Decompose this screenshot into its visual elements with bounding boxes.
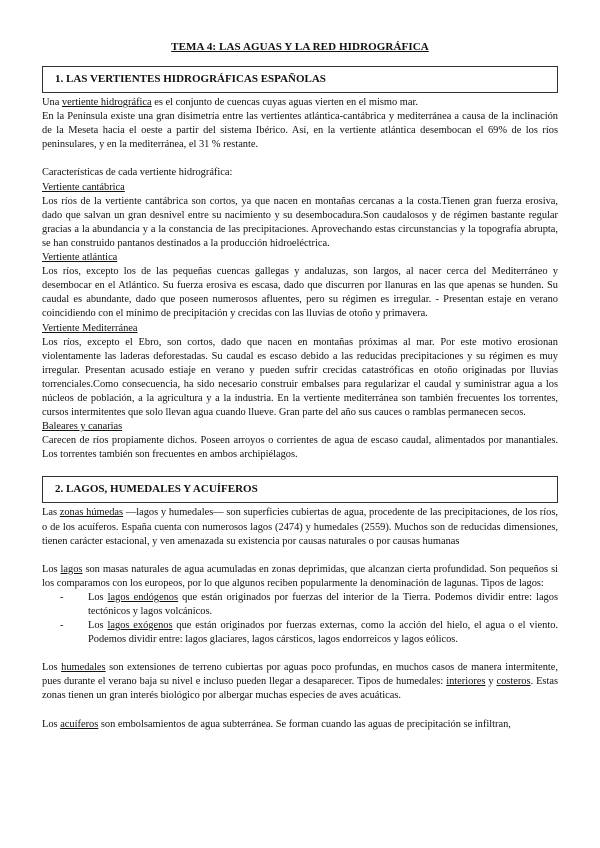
text-fragment: Los [88,620,108,632]
text-fragment: Los [88,591,108,603]
list-item-lagos-endogenos [88,591,558,619]
paragraph-mediterranea: Los ríos, excepto el Ebro, son cortos, dado que nacen en montañas próximas al mar. Por este motivo erosionan violentamente las laderas deforestadas. Su caudal es escaso debido a las reducidas precipitaciones y su régimen es muy irregular. Presentan acusado estiaje en verano y pueden sufrir crecidas catastróficas en otoño originadas por lluvias torrenciales.Como consecuencia, ha sido necesario construir embalses para regularizar el caudal y suministrar agua a los núcleos de población, a la agricultura y a la industria. En la vertiente mediterránea son también frecuentes los torrentes, cursos intermitentes que solo llevan agua cuando llueve. Gran parte del año sus cauces o ramblas permanecen secos. [42,336,558,419]
term-acuiferos: acuíferos [60,718,99,730]
text-fragment: —lagos y humedales— son superficies cubiertas de agua, procedente de las precipitaciones, de los ríos, o de los acuíferos. España cuenta con numerosos lagos (2474) y humedales (2559). Muchos son de reducidas dimensiones, tienen carácter estacional, y ven amenazada su existencia por causas naturales o por causas humanas [42,507,558,547]
section-heading-vertientes: 1. LAS VERTIENTES HIDROGRÁFICAS ESPAÑOLAS [42,66,558,93]
lake-types-list [42,591,558,647]
term-vertiente-hidrografica: vertiente hidrográfica [61,97,152,109]
text-fragment: Los [42,563,61,575]
paragraph-atlantica: Los ríos, excepto los de las pequeñas cuencas gallegas y andaluzas, son largos, al nacer cerca del Mediterráneo y desembocar en el Atlántico. Su fuerza erosiva es escasa, dado que discurren por llanuras en las que apenas se hunden. Su caudal es abundante, dado que poseen numerosos afluentes, pero su régimen es irregular. - Presentan estaje en verano coincidiendo con el mínimo de precipitación y crecidas con las lluvias de otoño y primavera. [42,266,558,320]
paragraph-humedales [42,661,558,703]
paragraph-lagos [42,563,558,591]
document-title: TEMA 4: LAS AGUAS Y LA RED HIDROGRÁFICA [171,41,429,53]
subheading-atlantica: Vertiente atlántica [42,252,118,264]
paragraph-baleares-canarias: Carecen de ríos propiamente dichos. Poseen arroyos o corrientes de agua de escaso caudal, alimentados por manantiales. Los torrentes también son frecuentes en ambos archipiélagos. [42,435,558,461]
text-fragment: Las [42,507,60,519]
subheading-baleares-canarias: Baleares y canarias [42,421,123,433]
text-fragment: y [485,676,497,688]
text-fragment: . Estas zonas tienen un gran interés biológico por albergar muchas especies de aves acuáticas. [42,676,559,702]
definition-vertiente [42,96,558,110]
text-fragment: son extensiones de terreno cubiertas por aguas poco profundas, en muchos casos de manera intermitente, pues durante el verano baja su nivel e incluso pueden llegar a desaparecer. Tipos de humedales: [42,662,558,688]
term-humedales: humedales [61,662,106,674]
text-fragment: Los [42,718,61,730]
text-fragment: que están originados por fuerzas externas, como la acción del hielo, el agua o el viento. Podemos dividir entre: lagos glaciares, lagos cársticos, lagos endorreicos y lagos eólicos. [88,620,558,646]
list-item-lagos-exogenos [88,619,558,647]
text-fragment: Una [42,97,62,109]
text-fragment: Los [42,662,62,674]
text-fragment: es el conjunto de cuencas cuyas aguas vierten en el mismo mar. [151,97,418,109]
paragraph-acuiferos [42,718,558,732]
term-lagos: lagos [60,563,83,575]
term-lagos-endogenos: lagos endógenos [107,591,179,603]
characteristics-intro: Características de cada vertiente hidrográfica: [42,167,233,179]
subheading-mediterranea: Vertiente Mediterránea [42,322,138,334]
paragraph-zonas-humedas [42,506,558,548]
text-fragment: son embolsamientos de agua subterránea. Se forman cuando las aguas de precipitación se infiltran, [98,718,511,730]
term-interiores: interiores [446,676,486,688]
subheading-cantabrica: Vertiente cantábrica [42,181,125,193]
term-costeros: costeros [496,676,531,688]
term-lagos-exogenos: lagos exógenos [107,620,173,632]
paragraph-cantabrica: Los ríos de la vertiente cantábrica son cortos, ya que nacen en montañas cercanas a la costa.Tienen gran fuerza erosiva, dado que salvan un gran desnivel entre su nacimiento y su desembocadura.Son caudalosos y de régimen bastante regular gracias a la abundancia y a la constancia de las precipitaciones. Aprovechando estas circunstancias y la topografía abrupta, se han construido pantanos destinados a la producción hidroeléctrica. [42,195,558,249]
section-heading-lagos: 2. LAGOS, HUMEDALES Y ACUÍFEROS [42,476,558,503]
text-fragment: son masas naturales de agua acumuladas en zonas deprimidas, que alcanzan cierta profundidad. Son pequeños si los comparamos con los europeos, por lo que algunos reciben popularmente la denominación de lagunas. Tipos de lagos: [42,563,558,589]
text-fragment: que están originados por fuerzas del interior de la Tierra. Podemos dividir entre: lagos tectónicos y lagos volcánicos. [88,591,558,617]
paragraph-disimetria: En la Península existe una gran disimetría entre las vertientes atlántica-cantábrica y mediterránea a causa de la inclinación de la Meseta hacia el oeste a partir del sistema Ibérico. Así, en la vertiente atlántica desembocan el 69% de los ríos peninsulares, y en la mediterránea, el 31 % restante. [42,111,558,151]
term-zonas-humedas: zonas húmedas [59,507,124,519]
